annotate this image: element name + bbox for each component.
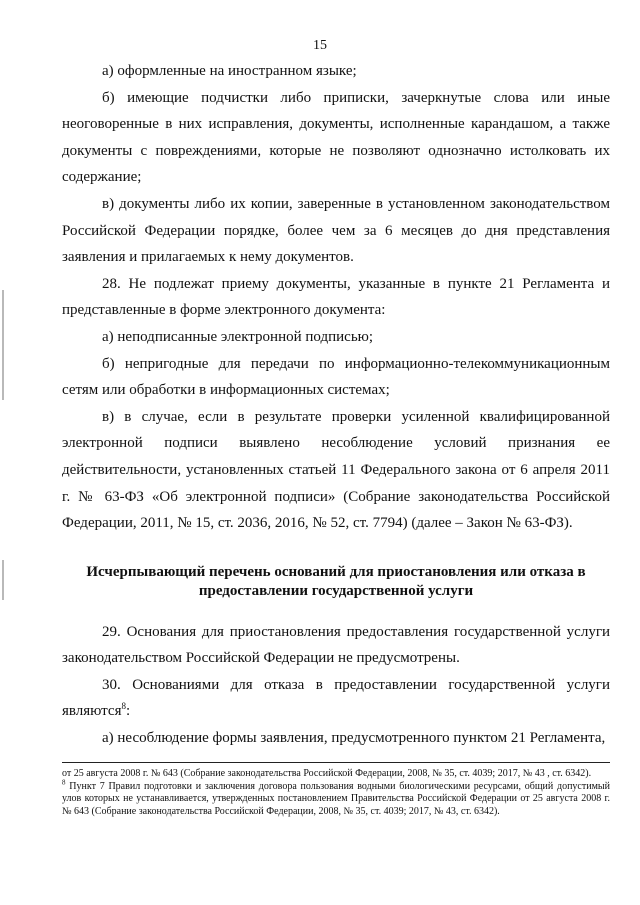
paragraph-text: 30. Основаниями для отказа в предоставлении государственной услуги являются (62, 676, 610, 720)
paragraph: а) неподписанные электронной подписью; (102, 328, 374, 345)
scan-edge-mark (2, 560, 4, 600)
paragraph: 28. Не подлежат приему документы, указанные в пункте 21 Регламента и представленные в форме электронного документа: (62, 275, 610, 319)
footnote-reference: 8 (121, 701, 126, 712)
page-number: 15 (313, 38, 327, 53)
paragraph: а) несоблюдение формы заявления, предусмотренного пунктом 21 Регламента, (102, 730, 606, 747)
paragraph: 29. Основания для приостановления предоставления государственной услуги законодательством Российской Федерации не предусмотрены. (62, 623, 610, 667)
paragraph-punctuation: : (125, 703, 131, 720)
paragraph (62, 672, 610, 725)
footnotes (62, 768, 610, 818)
footnote-mark: 8 (62, 778, 66, 787)
footnote-text: Пункт 7 Правил подготовки и заключения договора пользования водными биологическими ресурсами, общий допустимый улов которых не устанавливается, утвержденных постановлением Правительства Российской Федерации от 25 августа 2008 г. № 643 (Собрание законодательства Российской Федерации, 2008, № 35, ст. 4039; 2017, № 43, ст. 6342). (62, 780, 610, 817)
paragraph: в) в случае, если в результате проверки усиленной квалифицированной электронной подписи выявлено несоблюдение условий признания ее действительности, установленных статьей 11 Федерального закона от 6 апреля 2011 г. № 63-ФЗ «Об электронной подписи» (Собрание законодательства Российской Федерации, 2011, № 15, ст. 2036, 2016, № 52, ст. 7794) (далее – Закон № 63-ФЗ). (62, 408, 610, 532)
paragraph: б) непригодные для передачи по информационно-телекоммуникационным сетям или обработки в информационных системах; (62, 355, 610, 399)
paragraph: в) документы либо их копии, заверенные в установленном законодательством Российской Федерации порядке, более чем за 6 месяцев до дня представления заявления и прилагаемых к нему документов. (62, 195, 610, 266)
footnote-continued: от 25 августа 2008 г. № 643 (Собрание законодательства Российской Федерации, 2008, № 35, ст. 4039; 2017, № 43 , ст. 6342). (62, 768, 592, 779)
footnote-divider (62, 762, 610, 763)
scan-edge-mark (2, 290, 4, 400)
section-heading: Исчерпывающий перечень оснований для приостановления или отказа в предоставлении государственной услуги (86, 563, 586, 599)
footnote-8 (62, 778, 610, 819)
body-text (62, 58, 610, 752)
paragraph: а) оформленные на иностранном языке; (102, 63, 357, 79)
paragraph: б) имеющие подчистки либо приписки, зачеркнутые слова или иные неоговоренные в них исправления, документы, исполненные карандашом, а также документы с повреждениями, которые не позволяют однозначно истолковать их содержание; (62, 89, 610, 186)
